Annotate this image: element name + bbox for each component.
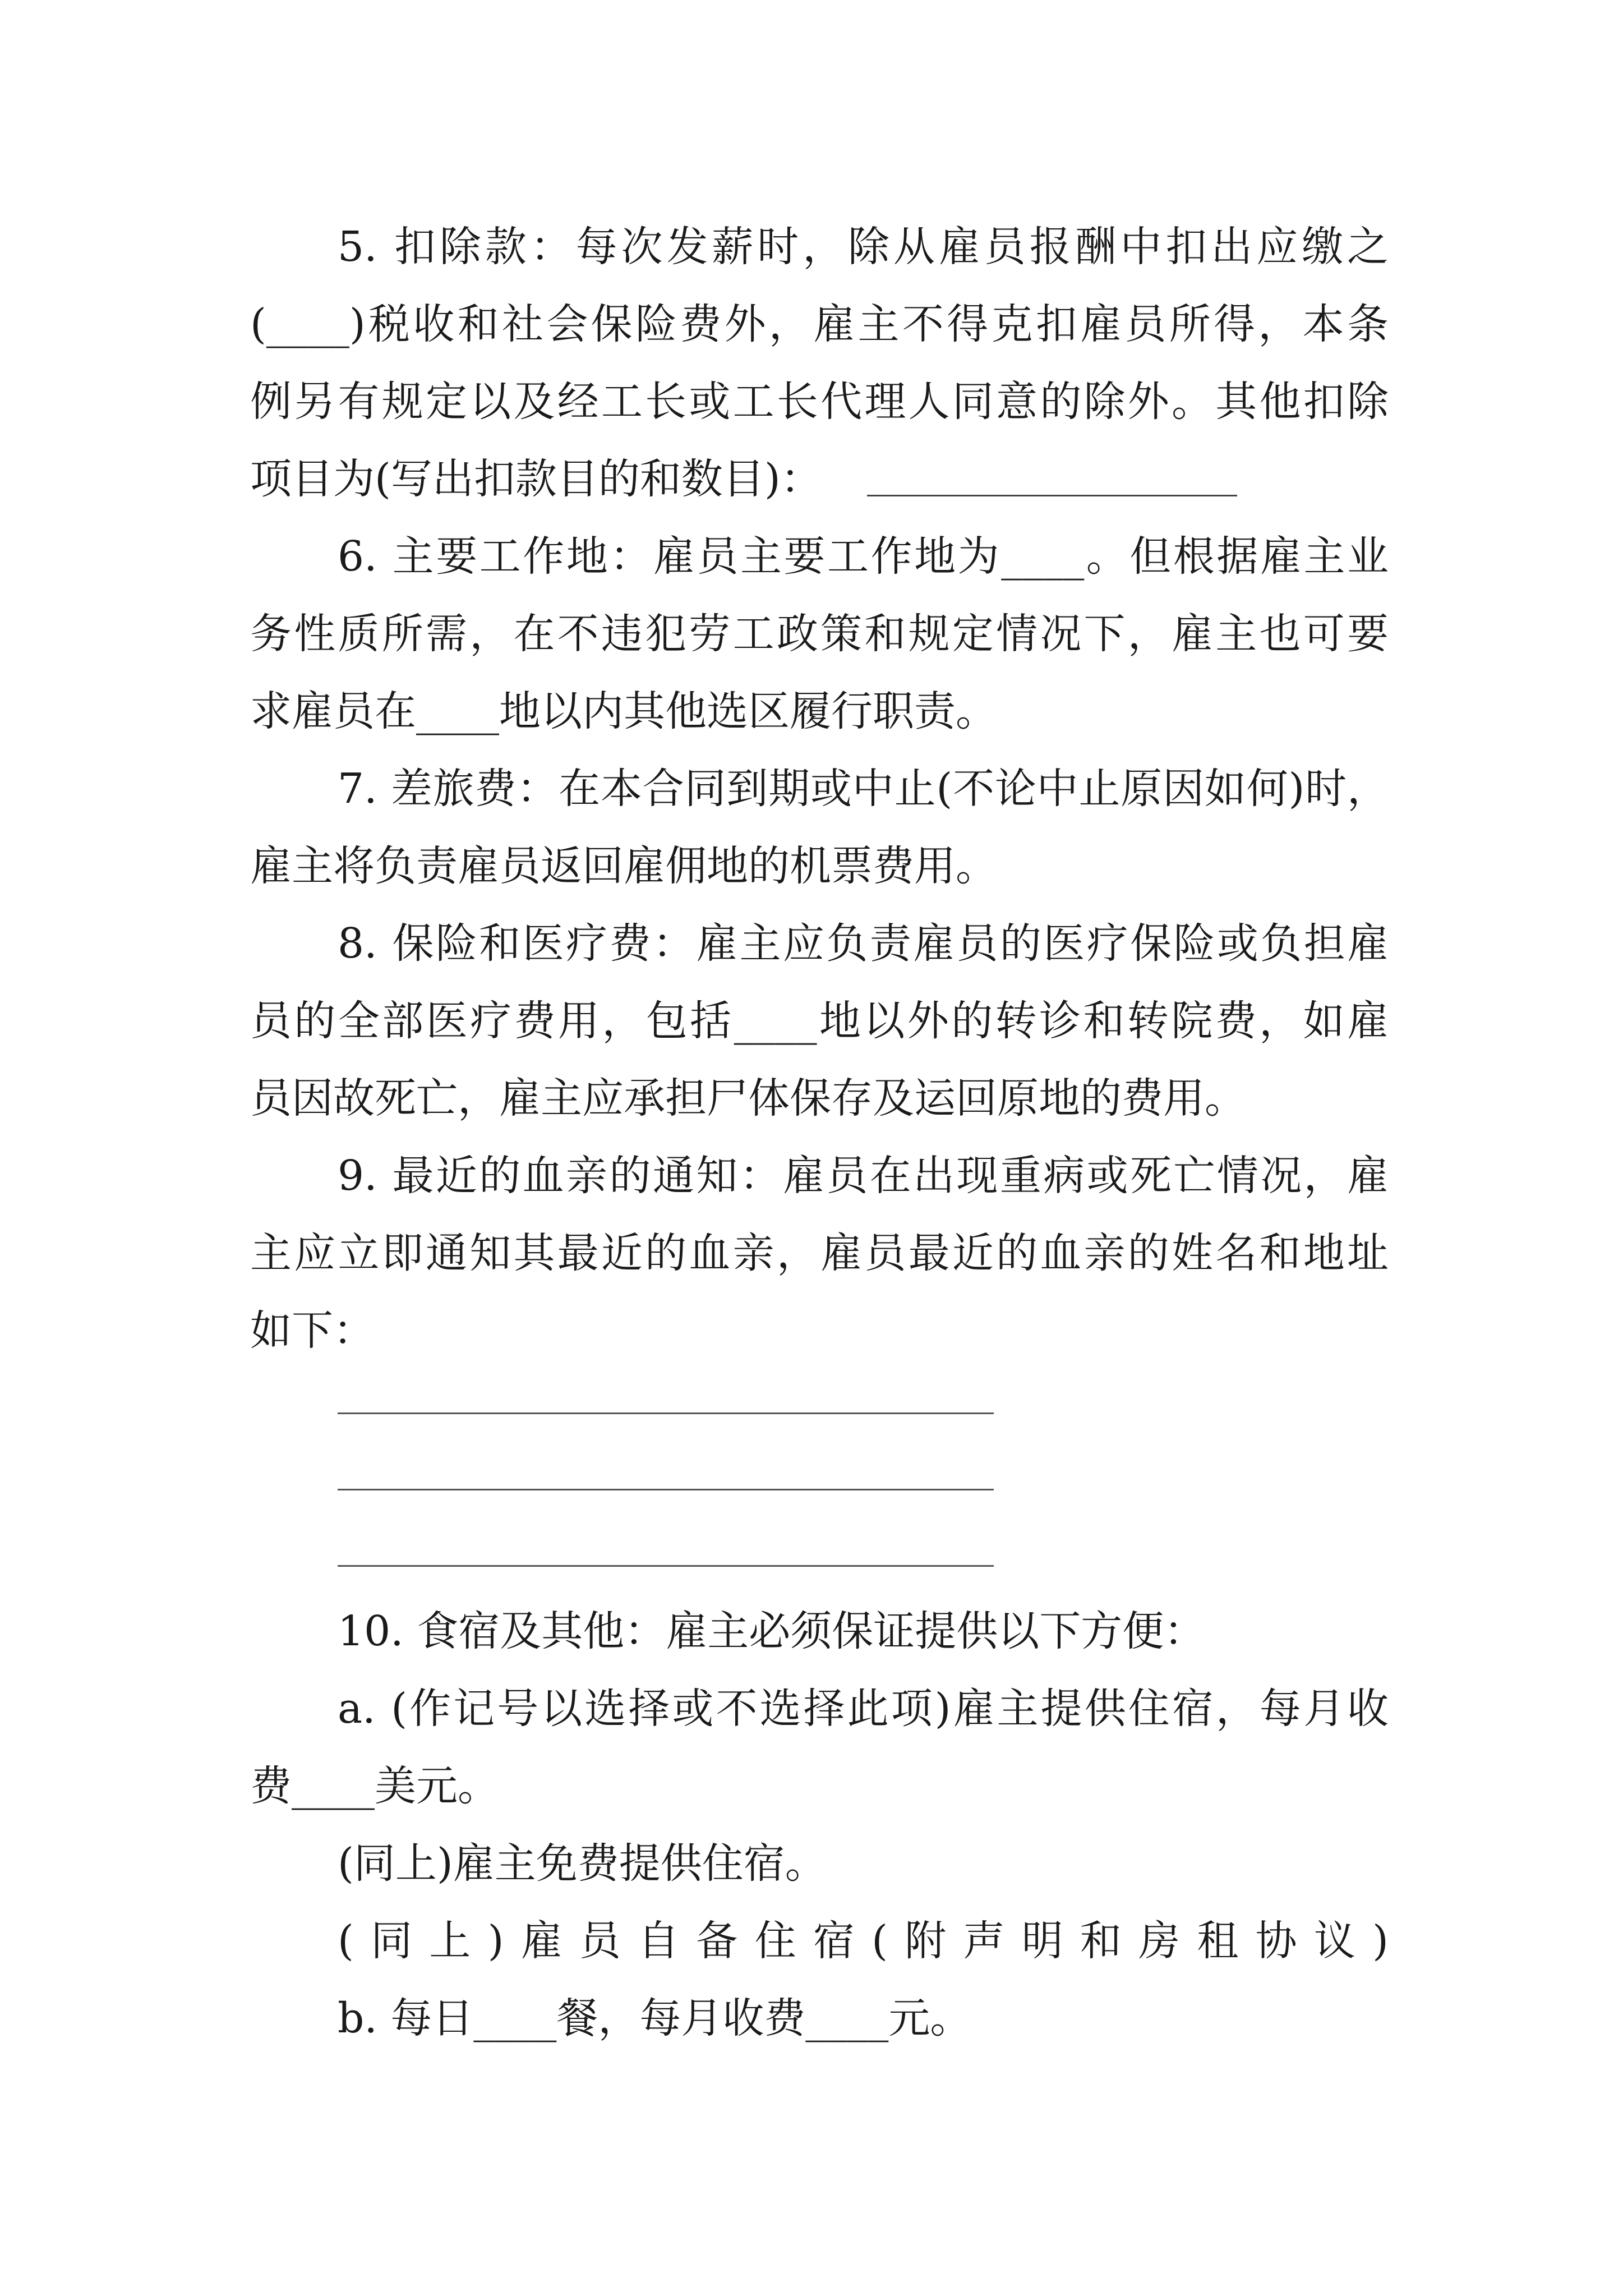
deduction-items-field[interactable] — [867, 455, 1237, 496]
clause-8-line-1: 8. 保险和医疗费：雇主应负责雇员的医疗保险或负担雇 — [338, 919, 1389, 968]
clause-8-line-3: 员因故死亡，雇主应承担尸体保存及运回原地的费用。 — [250, 1074, 1246, 1122]
clause-5-line-1: 5. 扣除款：每次发薪时，除从雇员报酬中扣出应缴之 — [338, 223, 1389, 271]
clause-5-line-2: (____)税收和社会保险费外，雇主不得克扣雇员所得，本条 — [250, 300, 1389, 348]
clause-5-line-4 — [250, 445, 1389, 513]
next-of-kin-line-3[interactable] — [338, 1565, 994, 1567]
clause-5-line-4-text: 项目为(写出扣款目的和数目)： — [250, 455, 822, 503]
clause-10-b-line: b. 每日____餐，每月收费____元。 — [338, 1994, 972, 2042]
clause-9-line-2: 主应立即通知其最近的血亲，雇员最近的血亲的姓名和地址 — [250, 1229, 1389, 1277]
next-of-kin-line-1[interactable] — [338, 1412, 994, 1414]
clause-10-option-self: (同上)雇员自备住宿(附声明和房租协议) — [338, 1917, 1389, 1965]
clause-7-line-2: 雇主将负责雇员返回雇佣地的机票费用。 — [250, 842, 997, 890]
next-of-kin-line-2[interactable] — [338, 1489, 994, 1490]
clause-10-a-line-2: 费____美元。 — [250, 1762, 499, 1810]
clause-10-line-1: 10. 食宿及其他：雇主必须保证提供以下方便： — [338, 1607, 1206, 1655]
clause-10-option-free: (同上)雇主免费提供住宿。 — [338, 1839, 827, 1888]
clause-8-line-2: 员的全部医疗费用，包括____地以外的转诊和转院费，如雇 — [250, 997, 1389, 1045]
clause-9-line-1: 9. 最近的血亲的通知：雇员在出现重病或死亡情况，雇 — [338, 1152, 1389, 1200]
clause-6-line-2: 务性质所需，在不违犯劳工政策和规定情况下，雇主也可要 — [250, 610, 1389, 658]
clause-10-a-line-1: a. (作记号以选择或不选择此项)雇主提供住宿，每月收 — [338, 1685, 1389, 1733]
clause-6-line-1: 6. 主要工作地：雇员主要工作地为____。但根据雇主业 — [338, 532, 1389, 581]
clause-7-line-1: 7. 差旅费：在本合同到期或中止(不论中止原因如何)时， — [338, 765, 1389, 813]
clause-6-line-3: 求雇员在____地以内其他选区履行职责。 — [250, 687, 997, 735]
clause-5-line-3: 例另有规定以及经工长或工长代理人同意的除外。其他扣除 — [250, 378, 1389, 426]
clause-9-line-3: 如下： — [250, 1306, 375, 1355]
